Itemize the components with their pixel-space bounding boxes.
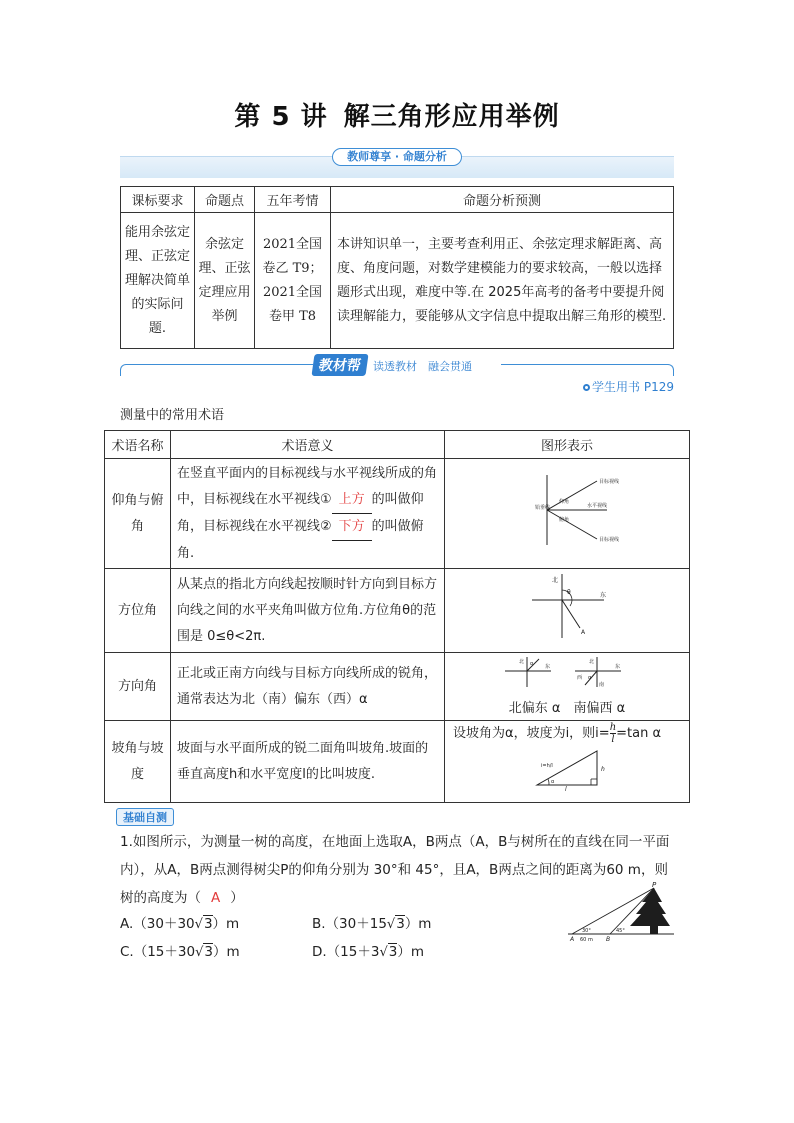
slope-caption: 设坡角为α，坡度为i，则i= $\frac{h}{l}$ =tan α [453,722,662,745]
figure-direction [445,653,690,721]
label-dir-south: 南 [599,681,605,688]
label-vert: 铅垂线 [535,504,551,511]
lecture-name: 解三角形应用举例 [343,102,560,132]
badge-label: 教材帮 [311,354,368,376]
terms-table [104,430,690,803]
ref-dot-icon [583,384,590,391]
azimuth-diagram [522,570,612,642]
direction-caption: 北偏东 α 南偏西 α [508,700,626,716]
term-direction: 方向角 [105,653,171,721]
page-title [0,96,794,133]
label-elev: 仰角 [559,498,570,505]
term-elevation: 仰角与俯角 [105,459,171,569]
label-dir-north-2: 北 [589,658,595,665]
label-horiz: 水平视线 [587,502,608,509]
question-close: ） [230,890,244,906]
figure-elevation [445,459,690,569]
option-a: A.（30＋30√3）m [120,916,240,932]
label-sight1: 目标视线 [599,478,620,485]
label-slope-frac: i=h/l [541,763,553,769]
slope-fraction: $\frac{h}{l}$ [609,722,617,745]
analysis-table [120,186,674,349]
label-dir-east-1: 东 [545,663,551,670]
cell-predict: 本讲知识单一，主要考查利用正、余弦定理求解距离、高度、角度问题，对数学建模能力的要求较高，一般以选择题形式出现，难度中等.在 2025年高考的备考中要提升阅读理解能力，要能够从文字信息中提取出解三角形的模型. [331,213,674,349]
answer-blank-2: 下方 [332,514,372,541]
figure-slope [445,721,690,803]
label-point-a: A [581,628,586,636]
term-azimuth: 方位角 [105,569,171,653]
lecture-number: 第 5 讲 [234,102,328,132]
label-sight2: 目标视线 [599,536,620,543]
header-meaning: 术语意义 [171,431,445,459]
label-dir-alpha-2: α [588,674,592,681]
tree-label-45: 45° [616,928,625,934]
label-dir-east-2: 东 [615,663,621,670]
label-east: 东 [600,591,607,599]
label-slope-alpha: α [551,779,555,785]
label-north: 北 [552,576,559,584]
term-slope: 坡角与坡度 [105,721,171,803]
banner-label: 教师尊享 · 命题分析 [332,148,462,166]
header-predict: 命题分析预测 [331,187,674,213]
meaning-azimuth: 从某点的指北方向线起按顺时针方向到目标方向线之间的水平夹角叫做方位角.方位角θ的范围是 0≤θ<2π. [171,569,445,653]
header-figure: 图形表示 [445,431,690,459]
meaning-direction: 正北或正南方向线与目标方向线所成的锐角，通常表达为北（南）偏东（西）α [171,653,445,721]
tree-label-distance: 60 m [580,937,593,943]
badge-slogan: 读透教材 融会贯通 [373,360,472,373]
self-test-tag: 基础自测 [116,806,174,826]
figure-azimuth [445,569,690,653]
label-slope-h: h [601,766,605,773]
label-dir-north: 北 [519,658,525,665]
label-slope-l: l [565,786,567,793]
tree-label-30: 30° [582,928,591,934]
elevation-diagram [517,469,620,549]
option-c: C.（15＋30√3）m [120,944,240,960]
answer-blank-1: 上方 [332,487,372,514]
section-subtitle: 测量中的常用术语 [120,408,225,423]
tree-label-a: A [570,936,575,943]
ref-text: 学生用书 P129 [592,380,674,394]
header-term: 术语名称 [105,431,171,459]
question-answer: A [211,890,221,906]
tree-label-b: B [606,936,611,943]
label-dep: 俯角 [559,516,570,523]
tree-label-p: P [652,881,657,889]
teacher-banner [120,148,674,178]
cell-point: 余弦定理、正弦定理应用举例 [195,213,255,349]
meaning-elevation: 在竖直平面内的目标视线与水平视线所成的角中，目标视线在水平视线① 上方 的叫做仰角，目标视线在水平视线② 下方 的叫做俯角. [171,459,445,569]
header-point: 命题点 [195,187,255,213]
banner-badge [313,354,501,376]
option-b: B.（30＋15√3）m [312,916,432,932]
label-theta: θ [567,588,571,596]
meaning-slope: 坡面与水平面所成的锐二面角叫坡角.坡面的垂直高度h和水平宽度l的比叫坡度. [171,721,445,803]
question-text: 1.如图所示，为测量一树的高度，在地面上选取A，B两点（A，B与树所在的直线在同一平面内），从A，B两点测得树尖P的仰角分别为 30°和 45°，且A，B两点之间的距离为60 m，则树的高度为（ [120,834,670,906]
header-exam: 五年考情 [255,187,331,213]
label-dir-alpha-1: α [530,660,534,667]
slope-diagram [533,745,643,791]
book-reference [583,378,674,395]
option-d: D.（15＋3√3）m [312,944,425,960]
tree-diagram [566,880,676,942]
direction-diagram [497,655,637,689]
cell-req: 能用余弦定理、正弦定理解决简单的实际问题. [121,213,195,349]
cell-exam: 2021全国卷乙 T9；2021全国卷甲 T8 [255,213,331,349]
textbook-banner [120,354,674,376]
header-req: 课标要求 [121,187,195,213]
label-dir-west: 西 [577,674,583,681]
